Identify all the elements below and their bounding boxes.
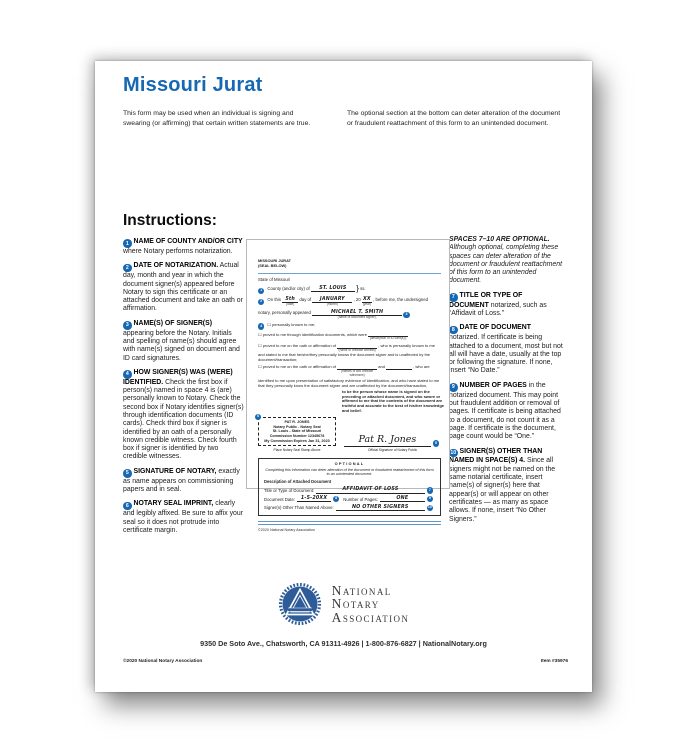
seal-column [257, 414, 336, 453]
instruction-1-body: where Notary performs notarization. [123, 247, 233, 255]
check-2-text: ☐ proved to me on the oath or affirmation of [258, 343, 336, 349]
footer-item-number: Item #35976 [540, 659, 568, 664]
doc-date-blank: 1-5-20XX [297, 496, 331, 502]
form-circle-3: 3 [403, 312, 409, 318]
identification-check-2 [258, 343, 441, 362]
instruction-item-2 [123, 262, 244, 313]
optional-doc-title-row [264, 487, 435, 493]
seal-line-commission: Commission Number 12345678 [269, 433, 325, 438]
doc-date-label: Document Date: [264, 496, 296, 502]
form-header [258, 259, 441, 269]
year-blank: XX (year) [362, 296, 372, 307]
optional-spaces-note [449, 236, 563, 286]
optional-title: OPTIONAL [334, 461, 365, 467]
instruction-item-6 [123, 500, 244, 535]
instruction-item-10 [449, 448, 563, 524]
check-3-blank-2 [386, 364, 412, 370]
form-closing-statement: to be the person whose name is signed on the preceding or attached document, and who swore or affirmed to me that the contents of the document are truthful and accurate to the best of his/her knowledge and belief. [342, 388, 445, 414]
form-circle-10: 10 [427, 505, 432, 510]
step-10-badge: 10 [450, 450, 457, 456]
signature-caption: Official Signature of Notary Public [367, 447, 418, 452]
date-blank: 5th (date) [282, 297, 298, 307]
seal-line-title: Notary Public - Notary Seal [273, 424, 321, 429]
form-header-line1: MISSOURI JURAT [258, 258, 291, 263]
ss-brace: } [356, 282, 359, 293]
nna-seal-icon [278, 582, 322, 626]
optional-doc-date-row [264, 496, 435, 502]
form-circle-7: 7 [427, 487, 433, 493]
check-3-and: and [378, 364, 385, 370]
seal-line-expiry: My Commission Expires Jan 31, 2023 [264, 438, 330, 443]
check-3-text: ☐ proved to me on the oath or affirmation of [258, 364, 336, 370]
instructions-right-column [449, 236, 563, 530]
form-circle-4: 4 [258, 323, 264, 329]
step-5-badge: 5 [123, 469, 132, 478]
form-county-row [258, 282, 441, 294]
instruction-6-body: clearly and legibly affixed. Be sure to affix your seal so it does not protrude into certificate margin. [123, 500, 244, 534]
identification-check-1 [258, 332, 441, 341]
form-signer-row [258, 310, 441, 320]
step-8-badge: 8 [449, 326, 458, 335]
optional-section [258, 458, 441, 516]
instruction-3-title: NAME(S) OF SIGNER(S) [133, 319, 212, 327]
form-circle-5: 5 [433, 440, 439, 446]
logo-line-national: National [331, 582, 392, 598]
instruction-4-body: Check the first box if person(s) named in space 4 is (are) personally known to Notary. Check the second box if Notary identifies signer(s) through identification documents (ID cards). Check third box if signer is identified by an oath of a personally known credible witness. Check fourth box if signer is identified by two credible witnesses. [123, 378, 244, 461]
doc-title-label: Title or Type of Document: [264, 488, 315, 493]
county-blank: ST. LOUIS [311, 286, 355, 292]
instruction-item-3 [123, 320, 244, 363]
instruction-3-body: appearing before the Notary. Initials and spelling of name(s) should agree with name(s) signed on document and ID card signatures. [123, 329, 240, 362]
other-signers-blank: NO OTHER SIGNERS [336, 505, 425, 511]
step-4-badge: 4 [123, 370, 132, 379]
step-9-badge: 9 [449, 383, 458, 392]
step-6-badge: 6 [123, 502, 132, 511]
instruction-5-body: exactly as name appears on commissioning papers and in seal. [123, 467, 240, 493]
instruction-8-title: DATE OF DOCUMENT [459, 324, 531, 332]
signer-blank: MICHAEL T. SMITH (name of document signer), [312, 310, 402, 320]
page-title: Missouri Jurat [123, 74, 263, 96]
optional-note: Completing this information can deter alteration of the document or fraudulent reattachment of this form to an unintended document. [265, 467, 434, 477]
instruction-item-7 [449, 292, 563, 319]
identification-check-3 [258, 364, 441, 387]
instruction-item-1 [123, 238, 244, 256]
form-blue-rule [258, 273, 441, 275]
optional-other-signers-row [264, 505, 435, 511]
footer-meta-row [123, 659, 568, 664]
instruction-7-title: TITLE OR TYPE OF DOCUMENT [449, 291, 523, 309]
intro-paragraph-right: The optional section at the bottom can deter alteration of the document or fraudulent reattachment of this form to an unintended document. [347, 110, 561, 127]
instruction-4-title: HOW SIGNER(S) WAS (WERE) IDENTIFIED. [123, 368, 233, 386]
optional-spaces-body: Although optional, completing these spaces can deter alteration of the document or fraudulent reattachment of this form to an unintended document. [449, 244, 562, 285]
instructions-heading: Instructions: [123, 212, 217, 229]
identification-check-0 [258, 322, 441, 330]
seal-line-name: PAT R. JONES [284, 420, 310, 425]
instructions-left-column [123, 238, 244, 541]
check-1-blank: (description of ID card(s)); [368, 332, 408, 341]
nna-logo-wordmark [332, 584, 410, 625]
year-prefix: , 20 [353, 296, 361, 302]
instruction-item-9 [449, 382, 563, 442]
instruction-9-title: NUMBER OF PAGES [459, 381, 527, 389]
signature-column [336, 417, 441, 453]
form-circle-2: 2 [258, 299, 264, 305]
logo-line-association: Association [331, 609, 410, 625]
instruction-item-4 [123, 369, 244, 462]
pages-label: Number of Pages: [343, 496, 378, 502]
check-2-text-b: , who is personally known to me and stated to me that he/she/they personally knows the document signer and is unaffected by the document/transaction; [258, 343, 435, 363]
optional-description-heading: Description of Attached Document [264, 479, 332, 485]
instruction-2-body: Actual day, month and year in which the document signer(s) appeared before Notary to sign this certificate or an attached document and take an oath or affirmation. [123, 262, 243, 313]
form-circle-1: 1 [258, 288, 264, 294]
instruction-5-title: SIGNATURE OF NOTARY, [133, 467, 217, 475]
other-signers-label: Signer(s) Other Than Named Above: [264, 505, 334, 511]
notary-signature: Pat R. Jones [344, 435, 431, 447]
instruction-7-body: notarized, such as “Affidavit of Loss.” [449, 301, 547, 318]
county-label: County (and/or city) of [267, 285, 310, 291]
instruction-6-title: NOTARY SEAL IMPRINT, [133, 500, 214, 508]
day-of-label: day of [299, 296, 312, 302]
form-copyright: ©2020 National Notary Association [258, 528, 316, 533]
footer-copyright: ©2020 National Notary Association [123, 659, 203, 664]
sample-jurat-form [246, 239, 450, 533]
instruction-1-title: NAME OF COUNTY AND/OR CITY [133, 238, 243, 245]
instruction-8-body: notarized. If certificate is being attached to a document, most but not all will have a date, usually at the top or following the signature. If none, insert “No Date.” [449, 334, 563, 375]
instruction-item-8 [449, 324, 563, 375]
month-blank: JANUARY (month) [312, 297, 352, 307]
form-circle-9: 9 [427, 496, 433, 502]
optional-spaces-title: SPACES 7–10 ARE OPTIONAL. [449, 236, 550, 243]
notary-seal-imprint [258, 417, 336, 446]
check-2-blank: (name of credible witness) [337, 343, 377, 352]
check-3-text-c: , who are identified to me upon presentation of satisfactory evidence of identification, and who have stated to me that they personally know the document signer and are unaffected by the document/transaction, [258, 364, 440, 388]
footer-address: 9350 De Soto Ave., Chatsworth, CA 91311-4926 | 1-800-876-6827 | NationalNotary.org [200, 639, 487, 648]
step-2-badge: 2 [123, 264, 132, 273]
nna-logo [95, 582, 592, 626]
seal-line-locale: St. Louis - State of Missouri [272, 429, 322, 434]
before-me-label: , before me, the undersigned [373, 296, 429, 302]
form-header-line2: (SEAL BELOW) [258, 262, 287, 268]
form-circle-6: 6 [255, 414, 261, 420]
seal-and-signature-row [257, 414, 441, 453]
step-3-badge: 3 [123, 321, 132, 330]
form-bottom-rule [258, 521, 441, 525]
step-1-badge: 1 [123, 239, 132, 248]
form-state-line: State of Missouri [258, 277, 291, 283]
intro-paragraph-left: This form may be used when an individual is signing and swearing (or affirming) that certain written statements are true. [123, 110, 311, 127]
notary-signature-line [344, 435, 441, 447]
logo-line-notary: Notary [331, 596, 380, 612]
instruction-2-title: DATE OF NOTARIZATION. [133, 262, 219, 270]
appeared-label: notary, personally appeared [258, 309, 311, 315]
document-page [95, 61, 592, 692]
form-circle-8: 8 [333, 496, 339, 502]
check-1-text: ☐ proved to me through identification documents, which were [258, 331, 367, 337]
on-this-label: On this [267, 296, 282, 302]
check-0-text: ☐ personally known to me; [267, 321, 316, 327]
instruction-9-body: in the notarized document. This may point out fraudulent addition or removal of pages. If certificate is being attached to a document, do not count it as a page. If certificate is the document, page count would be “One.” [449, 381, 561, 441]
instruction-item-5 [123, 468, 244, 495]
instruction-10-body: Since all signers might not be named on the same notarial certificate, insert name(s) of signer(s) here that appear(s) or will appear on other certificates — as many as space allows. If none, insert “No Other Signers.” [449, 457, 556, 523]
pages-blank: ONE [380, 496, 425, 502]
instruction-10-title: SIGNER(S) OTHER THAN NAMED IN SPACE(S) 4. [449, 447, 543, 465]
doc-title-blank: AFFIDAVIT OF LOSS [316, 487, 425, 493]
ss-label: ss. [360, 285, 366, 291]
step-7-badge: 7 [449, 293, 458, 302]
form-date-row [258, 297, 441, 307]
seal-caption: Place Notary Seal Stamp Above [273, 447, 321, 452]
check-3-blank-1: (names of two credible witnesses) [337, 364, 377, 377]
